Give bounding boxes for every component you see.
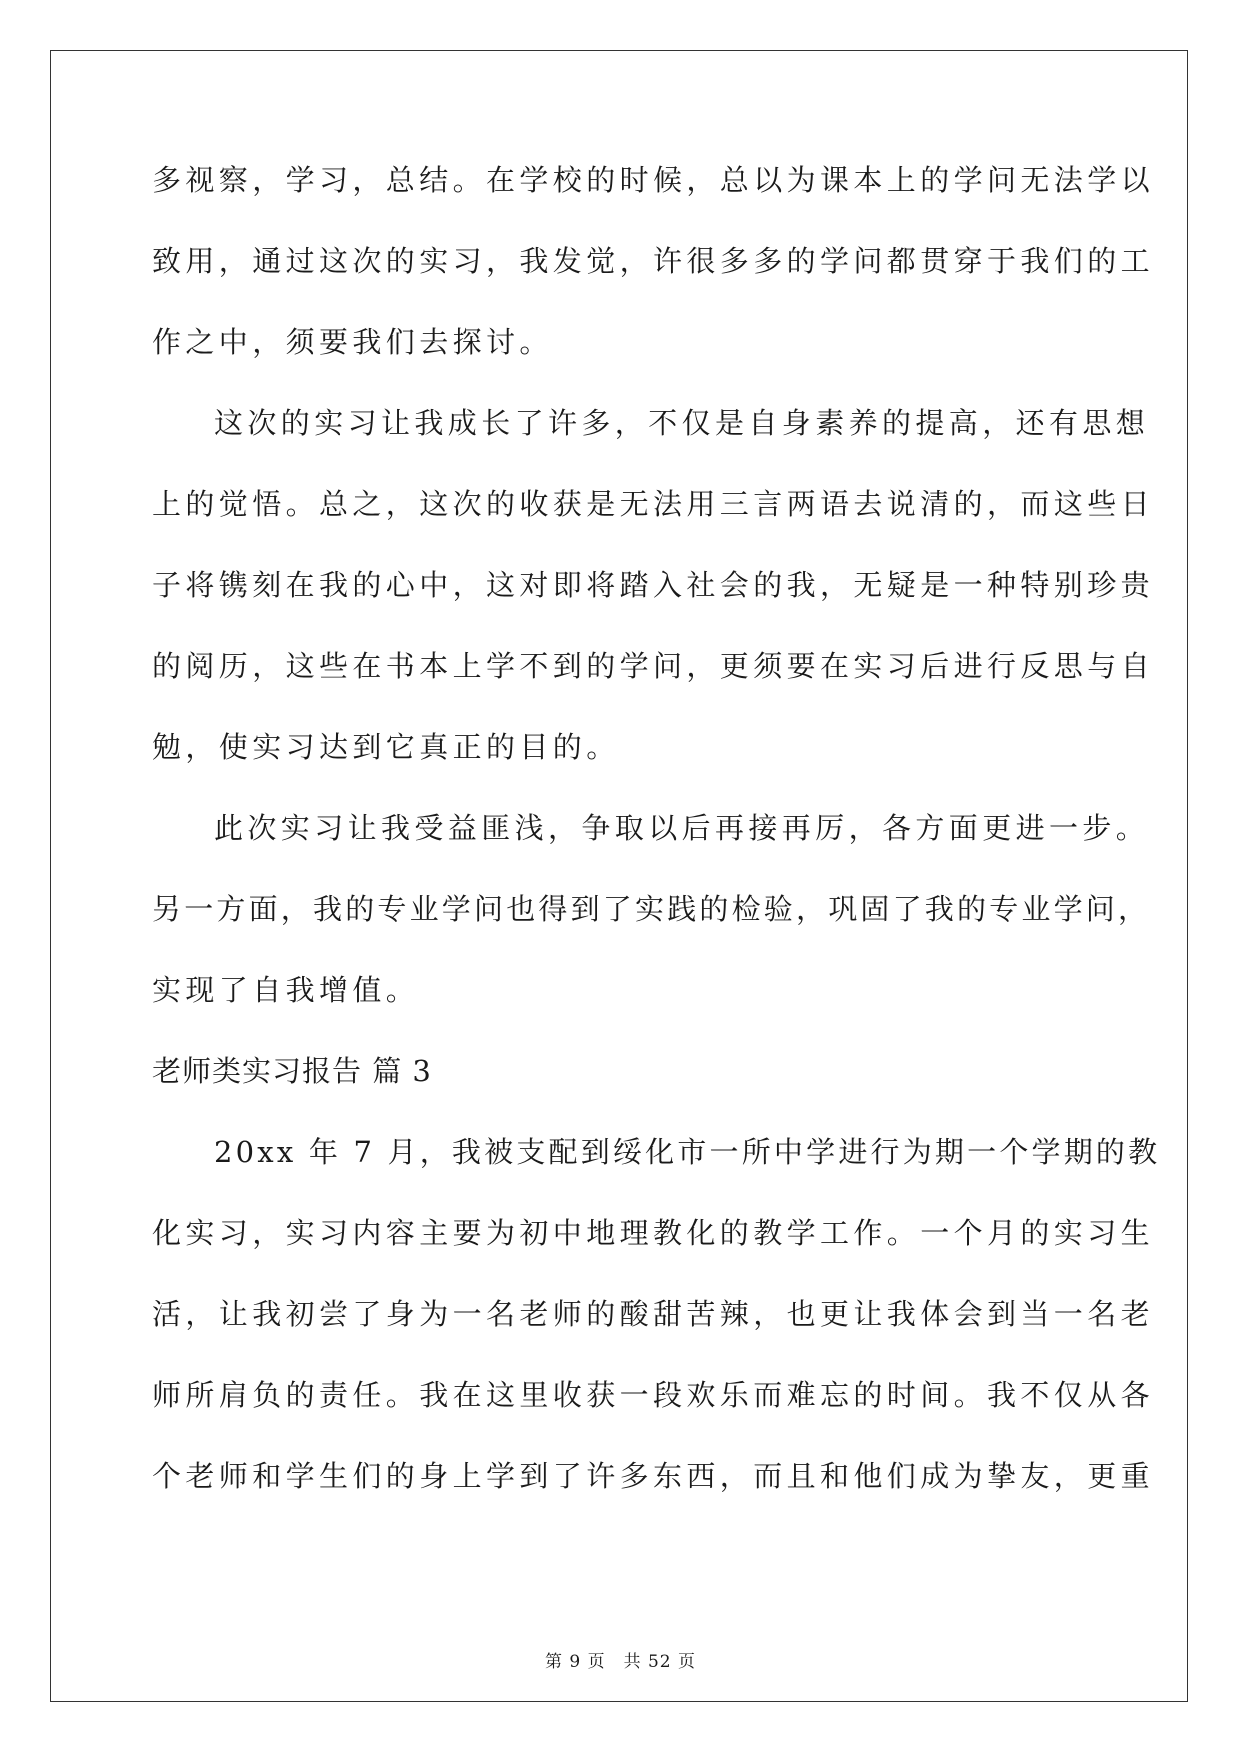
paragraph-line: 此次实习让我受益匪浅，争取以后再接再厉，各方面更进一步。	[214, 811, 1150, 845]
document-body	[152, 160, 1161, 1537]
page-number: 第 9 页	[544, 1652, 606, 1672]
paragraph-line: 多视察，学习，总结。在学校的时候，总以为课本上的学问无法学以	[152, 163, 1155, 197]
paragraph-line: 勉，使实习达到它真正的目的。	[152, 730, 620, 764]
paragraph-line: 师所肩负的责任。我在这里收获一段欢乐而难忘的时间。我不仅从各	[152, 1378, 1155, 1412]
paragraph-line: 另一方面，我的专业学问也得到了实践的检验，巩固了我的专业学问，	[152, 892, 1151, 926]
paragraph-line: 化实习，实习内容主要为初中地理教化的教学工作。一个月的实习生	[152, 1216, 1155, 1250]
paragraph-line: 20xx 年 7 月，我被支配到绥化市一所中学进行为期一个学期的教	[214, 1135, 1161, 1169]
section-heading: 老师类实习报告 篇 3	[152, 1054, 432, 1088]
paragraph-line: 个老师和学生们的身上学到了许多东西，而且和他们成为挚友，更重	[152, 1459, 1155, 1493]
paragraph-line: 这次的实习让我成长了许多，不仅是自身素养的提高，还有思想	[214, 406, 1150, 440]
paragraph-line: 子将镌刻在我的心中，这对即将踏入社会的我，无疑是一种特别珍贵	[152, 568, 1155, 602]
page-footer	[0, 1651, 1241, 1673]
paragraph-line: 致用，通过这次的实习，我发觉，许很多多的学问都贯穿于我们的工	[152, 244, 1155, 278]
paragraph-line: 上的觉悟。总之，这次的收获是无法用三言两语去说清的，而这些日	[152, 487, 1155, 521]
paragraph-line: 作之中，须要我们去探讨。	[152, 325, 553, 359]
paragraph-line: 活，让我初尝了身为一名老师的酸甜苦辣，也更让我体会到当一名老	[152, 1297, 1155, 1331]
page-total: 共 52 页	[623, 1652, 697, 1672]
paragraph-line: 实现了自我增值。	[152, 973, 420, 1007]
paragraph-line: 的阅历，这些在书本上学不到的学问，更须要在实习后进行反思与自	[152, 649, 1155, 683]
